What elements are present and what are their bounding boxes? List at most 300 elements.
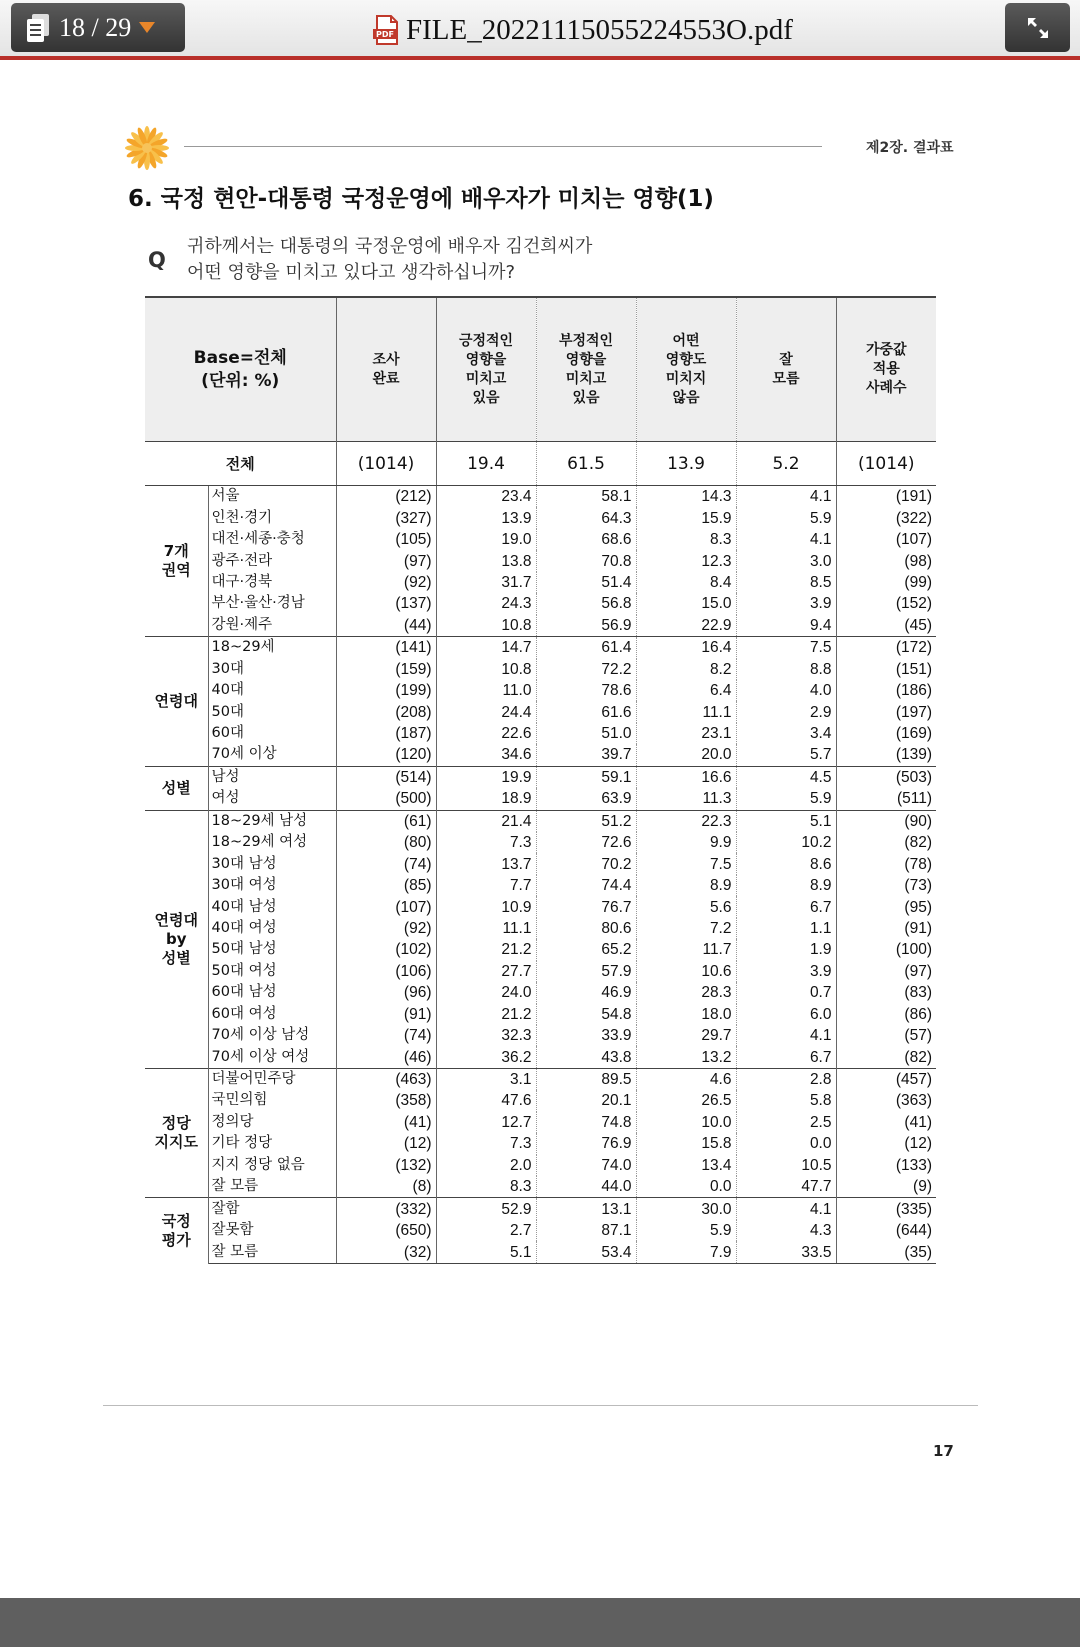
data-cell: 74.4 [536,875,636,896]
flower-logo-icon [125,126,169,170]
table-row [145,918,936,939]
data-cell: 3.4 [736,723,836,744]
data-cell: 8.9 [736,875,836,896]
table-row [145,875,936,896]
data-cell: 2.0 [436,1155,536,1176]
pdf-file-icon [370,14,402,46]
table-row [145,1198,936,1220]
data-cell: 11.0 [436,680,536,701]
row-label: 잘함 [208,1198,336,1220]
row-label: 18~29세 남성 [208,810,336,832]
data-cell: 13.4 [636,1155,736,1176]
data-cell: 8.4 [636,572,736,593]
table-row [145,1241,936,1263]
data-cell: 11.3 [636,788,736,810]
row-label: 50대 남성 [211,941,277,958]
column-header: 가중값 적용 사례수 [836,297,936,442]
table-row [145,766,936,788]
data-cell: (137) [336,593,436,614]
data-cell: 51.0 [536,723,636,744]
data-cell: 8.8 [736,659,836,680]
table-row [145,832,936,853]
row-label: 60대 여성 [211,1005,277,1022]
data-cell: 7.7 [436,875,536,896]
row-label: 30대 여성 [211,877,277,894]
data-cell: 9.4 [736,615,836,637]
data-cell: 78.6 [536,680,636,701]
data-cell: 8.9 [636,875,736,896]
data-cell: 44.0 [536,1176,636,1198]
data-cell: 19.0 [436,529,536,550]
data-cell: 56.8 [536,593,636,614]
total-cell: 5.2 [736,442,836,486]
data-cell: (97) [836,961,936,982]
table-row [145,810,936,832]
data-cell: (212) [336,486,436,508]
row-label: 60대 남성 [211,984,277,1001]
row-label: 잘 모름 [211,1178,259,1195]
data-cell: 70.2 [536,853,636,874]
caret-down-icon [139,22,155,33]
data-cell: 13.7 [436,853,536,874]
data-cell: (99) [836,572,936,593]
viewer-toolbar [0,0,1080,60]
row-label: 남성 [208,766,336,788]
data-cell: (191) [836,486,936,508]
data-cell: 7.3 [436,832,536,853]
table-row [145,680,936,701]
row-label: 대전·세종·충청 [211,531,305,548]
data-cell: 15.9 [636,507,736,528]
data-cell: 3.0 [736,550,836,571]
data-cell: 24.4 [436,701,536,722]
data-cell: (172) [836,637,936,659]
data-cell: 56.9 [536,615,636,637]
data-cell: (12) [836,1133,936,1154]
table-row [145,659,936,680]
file-title [370,8,793,52]
data-cell: (92) [336,572,436,593]
data-cell: (463) [336,1068,436,1090]
data-cell: 4.6 [636,1068,736,1090]
data-cell: 19.9 [436,766,536,788]
data-cell: 22.6 [436,723,536,744]
column-header: 부정적인 영향을 미치고 있음 [536,297,636,442]
data-cell: (106) [336,961,436,982]
data-cell: 43.8 [536,1046,636,1068]
data-cell: 63.9 [536,788,636,810]
row-label: 부산·울산·경남 [211,595,305,612]
data-cell: 6.7 [736,1046,836,1068]
group-label: 연령대 [145,637,208,767]
data-cell: 30.0 [636,1198,736,1220]
data-cell: 7.5 [736,637,836,659]
data-cell: 34.6 [436,744,536,766]
row-label: 30대 남성 [211,855,277,872]
total-row [145,442,936,486]
table-row [145,788,936,810]
data-cell: 39.7 [536,744,636,766]
data-cell: 5.8 [736,1090,836,1111]
table-row [145,507,936,528]
data-cell: (35) [836,1241,936,1263]
table-row [145,961,936,982]
data-cell: (90) [836,810,936,832]
data-cell: 8.3 [436,1176,536,1198]
data-cell: 36.2 [436,1046,536,1068]
data-cell: (503) [836,766,936,788]
row-label: 잘못함 [211,1222,254,1239]
row-label: 40대 [211,682,244,699]
data-cell: (57) [836,1025,936,1046]
data-cell: (169) [836,723,936,744]
question-text [187,234,592,286]
column-header: 조사 완료 [336,297,436,442]
data-cell: (91) [836,918,936,939]
data-cell: 8.5 [736,572,836,593]
table-row [145,572,936,593]
data-cell: 3.9 [736,961,836,982]
table-row [145,486,936,508]
data-cell: 29.7 [636,1025,736,1046]
file-name: FILE_20221115055224553O.pdf [406,13,793,46]
data-cell: (46) [336,1046,436,1068]
data-cell: (650) [336,1220,436,1241]
page-indicator: 18 / 29 [59,12,132,42]
data-cell: 61.4 [536,637,636,659]
row-label: 광주·전라 [211,552,273,569]
data-cell: 28.3 [636,982,736,1003]
data-cell: (92) [336,918,436,939]
data-cell: 5.6 [636,896,736,917]
data-cell: 80.6 [536,918,636,939]
data-cell: (186) [836,680,936,701]
data-cell: 32.3 [436,1025,536,1046]
table-row [145,1090,936,1111]
results-table [145,296,936,1264]
data-cell: 0.0 [636,1176,736,1198]
data-cell: 14.7 [436,637,536,659]
data-cell: 53.4 [536,1241,636,1263]
section-title: 6. 국정 현안-대통령 국정운영에 배우자가 미치는 영향(1) [128,186,714,212]
row-label: 여성 [211,790,240,807]
table-row [145,593,936,614]
data-cell: 46.9 [536,982,636,1003]
total-cell: 19.4 [436,442,536,486]
row-label: 18~29세 [208,637,336,659]
data-cell: 16.6 [636,766,736,788]
data-cell: (159) [336,659,436,680]
data-cell: 14.3 [636,486,736,508]
data-cell: 6.0 [736,1004,836,1025]
data-cell: 10.5 [736,1155,836,1176]
fullscreen-button[interactable] [1005,3,1070,52]
data-cell: (120) [336,744,436,766]
data-cell: 47.6 [436,1090,536,1111]
data-cell: 2.5 [736,1112,836,1133]
data-cell: 13.1 [536,1198,636,1220]
data-cell: 4.5 [736,766,836,788]
base-label-header: Base=전체 (단위: %) [145,297,336,442]
data-cell: 57.9 [536,961,636,982]
data-cell: 2.8 [736,1068,836,1090]
data-cell: (500) [336,788,436,810]
row-label: 18~29세 여성 [211,834,308,851]
data-cell: 22.3 [636,810,736,832]
total-cell: 13.9 [636,442,736,486]
data-cell: 76.9 [536,1133,636,1154]
data-cell: (96) [336,982,436,1003]
data-cell: (133) [836,1155,936,1176]
data-cell: (80) [336,832,436,853]
data-cell: 7.3 [436,1133,536,1154]
data-cell: 5.1 [436,1241,536,1263]
data-cell: 22.9 [636,615,736,637]
data-cell: 16.4 [636,637,736,659]
table-row [145,939,936,960]
data-cell: 13.8 [436,550,536,571]
table-row [145,896,936,917]
row-label: 70세 이상 여성 [211,1048,310,1065]
chapter-label: 제2장. 결과표 [866,140,954,156]
data-cell: (107) [336,896,436,917]
row-label: 강원·제주 [211,616,273,633]
viewer-bottom-bar [0,1598,1080,1647]
question-line-1: 귀하께서는 대통령의 국정운영에 배우자 김건희씨가 [187,236,593,257]
data-cell: 89.5 [536,1068,636,1090]
data-cell: 10.8 [436,659,536,680]
data-cell: 6.7 [736,896,836,917]
table-row [145,637,936,659]
data-cell: (8) [336,1176,436,1198]
total-cell: (1014) [836,442,936,486]
page-number: 17 [933,1442,954,1460]
table-row [145,982,936,1003]
data-cell: 72.6 [536,832,636,853]
data-cell: 33.5 [736,1241,836,1263]
data-cell: 7.5 [636,853,736,874]
data-cell: 2.9 [736,701,836,722]
data-cell: 5.9 [736,788,836,810]
data-cell: (644) [836,1220,936,1241]
data-cell: (105) [336,529,436,550]
data-cell: (82) [836,832,936,853]
data-cell: 1.1 [736,918,836,939]
data-cell: (102) [336,939,436,960]
row-label: 기타 정당 [211,1135,273,1152]
table-row [145,1220,936,1241]
footer-rule [103,1405,978,1406]
data-cell: 10.6 [636,961,736,982]
table-row [145,1155,936,1176]
data-cell: 18.0 [636,1004,736,1025]
column-header: 잘 모름 [736,297,836,442]
total-cell: (1014) [336,442,436,486]
data-cell: (141) [336,637,436,659]
data-cell: 11.7 [636,939,736,960]
row-label: 60대 [211,725,244,742]
table-row [145,1133,936,1154]
data-cell: (100) [836,939,936,960]
data-cell: (82) [836,1046,936,1068]
data-cell: 4.1 [736,486,836,508]
data-cell: (85) [336,875,436,896]
row-label: 50대 [211,703,244,720]
data-cell: 5.1 [736,810,836,832]
table-row [145,744,936,766]
data-cell: 1.9 [736,939,836,960]
data-cell: (74) [336,1025,436,1046]
table-header-row [145,297,936,442]
table-row [145,1068,936,1090]
data-cell: (91) [336,1004,436,1025]
data-cell: (97) [336,550,436,571]
data-cell: 12.3 [636,550,736,571]
row-label: 지지 정당 없음 [211,1156,305,1173]
header-rule [184,146,822,147]
data-cell: (514) [336,766,436,788]
data-cell: 23.4 [436,486,536,508]
data-cell: 65.2 [536,939,636,960]
data-cell: 5.7 [736,744,836,766]
data-cell: (457) [836,1068,936,1090]
table-row [145,1025,936,1046]
data-cell: 0.7 [736,982,836,1003]
row-label: 잘 모름 [208,1241,336,1263]
data-cell: 5.9 [736,507,836,528]
data-cell: 6.4 [636,680,736,701]
data-cell: 11.1 [436,918,536,939]
data-cell: (41) [336,1112,436,1133]
data-cell: 0.0 [736,1133,836,1154]
data-cell: 58.1 [536,486,636,508]
data-cell: (98) [836,550,936,571]
data-cell: (358) [336,1090,436,1111]
data-cell: 74.0 [536,1155,636,1176]
column-header: 긍정적인 영향을 미치고 있음 [436,297,536,442]
data-cell: 23.1 [636,723,736,744]
data-cell: (32) [336,1241,436,1263]
data-cell: 27.7 [436,961,536,982]
data-cell: (74) [336,853,436,874]
row-label: 70세 이상 [211,746,277,763]
data-cell: (61) [336,810,436,832]
data-cell: 10.9 [436,896,536,917]
data-cell: (152) [836,593,936,614]
data-cell: (139) [836,744,936,766]
data-cell: 7.2 [636,918,736,939]
data-cell: 4.3 [736,1220,836,1241]
data-cell: (78) [836,853,936,874]
data-cell: (327) [336,507,436,528]
data-cell: (132) [336,1155,436,1176]
row-label: 50대 여성 [211,962,277,979]
row-label: 40대 여성 [211,919,277,936]
data-cell: 21.2 [436,939,536,960]
row-label: 40대 남성 [211,898,277,915]
data-cell: 8.3 [636,529,736,550]
table-row [145,1046,936,1068]
row-label: 정의당 [211,1113,254,1130]
data-cell: 59.1 [536,766,636,788]
table-row [145,1004,936,1025]
row-label: 더불어민주당 [208,1068,336,1090]
data-cell: 12.7 [436,1112,536,1133]
data-cell: 15.0 [636,593,736,614]
data-cell: (41) [836,1112,936,1133]
data-cell: 52.9 [436,1198,536,1220]
table-row [145,701,936,722]
data-cell: 74.8 [536,1112,636,1133]
data-cell: (73) [836,875,936,896]
data-cell: (9) [836,1176,936,1198]
table-row [145,615,936,637]
data-cell: (151) [836,659,936,680]
data-cell: 3.9 [736,593,836,614]
group-label: 정당 지지도 [145,1068,208,1198]
data-cell: 76.7 [536,896,636,917]
data-cell: 70.8 [536,550,636,571]
data-cell: (332) [336,1198,436,1220]
data-cell: 8.6 [736,853,836,874]
data-cell: 20.0 [636,744,736,766]
document-pages-icon [27,14,49,42]
data-cell: 24.0 [436,982,536,1003]
data-cell: (107) [836,529,936,550]
data-cell: 18.9 [436,788,536,810]
data-cell: 7.9 [636,1241,736,1263]
data-cell: 3.1 [436,1068,536,1090]
data-cell: (363) [836,1090,936,1111]
group-label: 성별 [145,766,208,810]
data-cell: (208) [336,701,436,722]
data-cell: (86) [836,1004,936,1025]
group-label: 국정 평가 [145,1198,208,1263]
data-cell: 47.7 [736,1176,836,1198]
data-cell: 21.2 [436,1004,536,1025]
data-cell: (335) [836,1198,936,1220]
column-header: 어떤 영향도 미치지 않음 [636,297,736,442]
page-indicator-button[interactable] [11,3,185,52]
table-row [145,529,936,550]
data-cell: (95) [836,896,936,917]
table-row [145,1112,936,1133]
data-cell: 21.4 [436,810,536,832]
data-cell: 4.0 [736,680,836,701]
data-cell: 4.1 [736,1198,836,1220]
table-row [145,853,936,874]
data-cell: (83) [836,982,936,1003]
total-cell: 61.5 [536,442,636,486]
row-label: 30대 [211,660,244,677]
data-cell: (44) [336,615,436,637]
table-row [145,1176,936,1198]
data-cell: 54.8 [536,1004,636,1025]
data-cell: 11.1 [636,701,736,722]
row-label: 대구·경북 [211,573,273,590]
data-cell: (45) [836,615,936,637]
data-cell: 13.2 [636,1046,736,1068]
data-cell: 10.2 [736,832,836,853]
table-row [145,550,936,571]
data-cell: (322) [836,507,936,528]
data-cell: 61.6 [536,701,636,722]
data-cell: 20.1 [536,1090,636,1111]
data-cell: 8.2 [636,659,736,680]
data-cell: 13.9 [436,507,536,528]
data-cell: 51.4 [536,572,636,593]
row-label: 70세 이상 남성 [211,1027,310,1044]
